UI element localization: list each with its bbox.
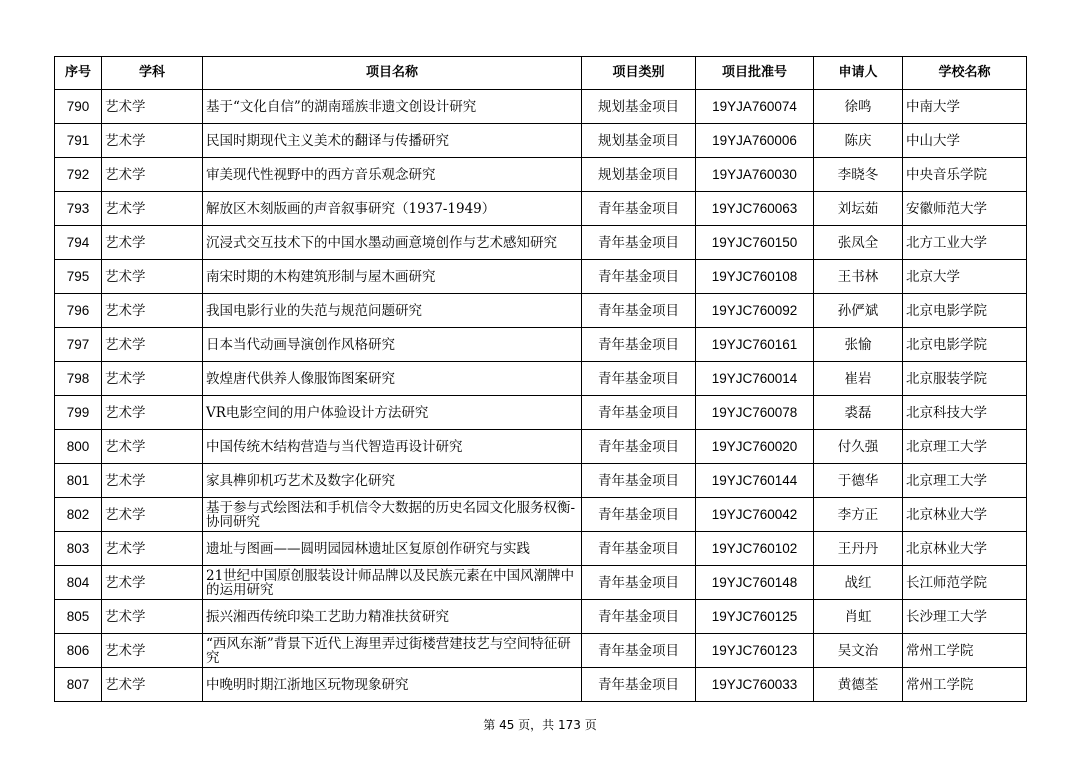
- cell-approval-number: 19YJC760150: [696, 226, 814, 260]
- cell-applicant: 裘磊: [814, 396, 903, 430]
- cell-category: 青年基金项目: [582, 260, 696, 294]
- cell-category: 规划基金项目: [582, 124, 696, 158]
- cell-school: 北京理工大学: [903, 464, 1027, 498]
- cell-approval-number: 19YJC760123: [696, 634, 814, 668]
- cell-applicant: 吴文治: [814, 634, 903, 668]
- table-row: [55, 396, 1027, 430]
- cell-subject: 艺术学: [102, 498, 203, 532]
- cell-approval-number: 19YJC760014: [696, 362, 814, 396]
- cell-category: 青年基金项目: [582, 328, 696, 362]
- cell-project-title: 沉浸式交互技术下的中国水墨动画意境创作与艺术感知研究: [203, 226, 582, 260]
- cell-category: 青年基金项目: [582, 226, 696, 260]
- cell-school: 中南大学: [903, 90, 1027, 124]
- cell-applicant: 陈庆: [814, 124, 903, 158]
- cell-school: 北京理工大学: [903, 430, 1027, 464]
- cell-project-title: 审美现代性视野中的西方音乐观念研究: [203, 158, 582, 192]
- page-footer: 第 45 页，共 173 页: [483, 718, 597, 732]
- table-row: [55, 600, 1027, 634]
- cell-school: 北京大学: [903, 260, 1027, 294]
- cell-applicant: 王丹丹: [814, 532, 903, 566]
- cell-approval-number: 19YJC760161: [696, 328, 814, 362]
- cell-approval-number: 19YJA760030: [696, 158, 814, 192]
- cell-school: 北京服装学院: [903, 362, 1027, 396]
- header-project-title: 项目名称: [203, 57, 582, 90]
- cell-category: 规划基金项目: [582, 90, 696, 124]
- cell-school: 中山大学: [903, 124, 1027, 158]
- table-row: [55, 362, 1027, 396]
- table-row: [55, 260, 1027, 294]
- cell-school: 常州工学院: [903, 634, 1027, 668]
- cell-applicant: 于德华: [814, 464, 903, 498]
- cell-school: 长沙理工大学: [903, 600, 1027, 634]
- cell-serial: 802: [55, 498, 102, 532]
- cell-applicant: 肖虹: [814, 600, 903, 634]
- cell-school: 北方工业大学: [903, 226, 1027, 260]
- cell-subject: 艺术学: [102, 158, 203, 192]
- cell-serial: 806: [55, 634, 102, 668]
- project-table: [54, 56, 1027, 702]
- cell-category: 青年基金项目: [582, 464, 696, 498]
- cell-applicant: 黄德荃: [814, 668, 903, 702]
- cell-project-title: “西风东渐”背景下近代上海里弄过街楼营建技艺与空间特征研究: [203, 634, 582, 668]
- cell-serial: 795: [55, 260, 102, 294]
- cell-serial: 794: [55, 226, 102, 260]
- cell-approval-number: 19YJC760148: [696, 566, 814, 600]
- cell-school: 常州工学院: [903, 668, 1027, 702]
- table-row: [55, 464, 1027, 498]
- cell-school: 中央音乐学院: [903, 158, 1027, 192]
- cell-serial: 797: [55, 328, 102, 362]
- cell-project-title: 敦煌唐代供养人像服饰图案研究: [203, 362, 582, 396]
- cell-approval-number: 19YJC760033: [696, 668, 814, 702]
- cell-applicant: 崔岩: [814, 362, 903, 396]
- cell-subject: 艺术学: [102, 464, 203, 498]
- table-row: [55, 192, 1027, 226]
- cell-subject: 艺术学: [102, 566, 203, 600]
- cell-applicant: 李方正: [814, 498, 903, 532]
- cell-approval-number: 19YJC760063: [696, 192, 814, 226]
- cell-serial: 803: [55, 532, 102, 566]
- cell-subject: 艺术学: [102, 260, 203, 294]
- cell-applicant: 战红: [814, 566, 903, 600]
- cell-category: 青年基金项目: [582, 498, 696, 532]
- cell-serial: 801: [55, 464, 102, 498]
- cell-subject: 艺术学: [102, 600, 203, 634]
- cell-project-title: 基于“文化自信”的湖南瑶族非遗文创设计研究: [203, 90, 582, 124]
- cell-school: 北京林业大学: [903, 498, 1027, 532]
- header-approval-number: 项目批准号: [696, 57, 814, 90]
- cell-project-title: 21世纪中国原创服装设计师品牌以及民族元素在中国风潮牌中的运用研究: [203, 566, 582, 600]
- table-row: [55, 158, 1027, 192]
- cell-serial: 798: [55, 362, 102, 396]
- cell-project-title: 我国电影行业的失范与规范问题研究: [203, 294, 582, 328]
- header-category: 项目类别: [582, 57, 696, 90]
- cell-project-title: 民国时期现代主义美术的翻译与传播研究: [203, 124, 582, 158]
- cell-serial: 791: [55, 124, 102, 158]
- cell-applicant: 张凤全: [814, 226, 903, 260]
- header-school: 学校名称: [903, 57, 1027, 90]
- cell-project-title: VR电影空间的用户体验设计方法研究: [203, 396, 582, 430]
- cell-school: 安徽师范大学: [903, 192, 1027, 226]
- cell-school: 北京林业大学: [903, 532, 1027, 566]
- cell-approval-number: 19YJA760006: [696, 124, 814, 158]
- cell-school: 北京科技大学: [903, 396, 1027, 430]
- cell-subject: 艺术学: [102, 362, 203, 396]
- header-serial: 序号: [55, 57, 102, 90]
- cell-subject: 艺术学: [102, 294, 203, 328]
- cell-category: 青年基金项目: [582, 362, 696, 396]
- cell-project-title: 南宋时期的木构建筑形制与屋木画研究: [203, 260, 582, 294]
- cell-serial: 799: [55, 396, 102, 430]
- table-row: [55, 532, 1027, 566]
- table-row: [55, 90, 1027, 124]
- cell-category: 青年基金项目: [582, 566, 696, 600]
- cell-applicant: 徐鸣: [814, 90, 903, 124]
- cell-applicant: 李晓冬: [814, 158, 903, 192]
- cell-approval-number: 19YJC760042: [696, 498, 814, 532]
- cell-approval-number: 19YJC760125: [696, 600, 814, 634]
- cell-school: 北京电影学院: [903, 328, 1027, 362]
- cell-category: 青年基金项目: [582, 532, 696, 566]
- table-row: [55, 124, 1027, 158]
- header-subject: 学科: [102, 57, 203, 90]
- table-row: [55, 328, 1027, 362]
- cell-subject: 艺术学: [102, 328, 203, 362]
- cell-subject: 艺术学: [102, 634, 203, 668]
- cell-category: 青年基金项目: [582, 192, 696, 226]
- cell-category: 青年基金项目: [582, 600, 696, 634]
- cell-project-title: 基于参与式绘图法和手机信令大数据的历史名园文化服务权衡-协同研究: [203, 498, 582, 532]
- cell-project-title: 家具榫卯机巧艺术及数字化研究: [203, 464, 582, 498]
- table-row: [55, 498, 1027, 532]
- cell-project-title: 遗址与图画——圆明园园林遗址区复原创作研究与实践: [203, 532, 582, 566]
- cell-category: 青年基金项目: [582, 668, 696, 702]
- cell-applicant: 王书林: [814, 260, 903, 294]
- table-row: [55, 430, 1027, 464]
- cell-subject: 艺术学: [102, 532, 203, 566]
- cell-project-title: 中国传统木结构营造与当代智造再设计研究: [203, 430, 582, 464]
- cell-subject: 艺术学: [102, 124, 203, 158]
- cell-subject: 艺术学: [102, 226, 203, 260]
- table-row: [55, 294, 1027, 328]
- cell-project-title: 振兴湘西传统印染工艺助力精准扶贫研究: [203, 600, 582, 634]
- cell-applicant: 刘坛茹: [814, 192, 903, 226]
- table-row: [55, 668, 1027, 702]
- cell-applicant: 孙俨斌: [814, 294, 903, 328]
- table-header-row: [55, 57, 1027, 90]
- cell-category: 青年基金项目: [582, 634, 696, 668]
- table-row: [55, 226, 1027, 260]
- cell-serial: 800: [55, 430, 102, 464]
- cell-project-title: 日本当代动画导演创作风格研究: [203, 328, 582, 362]
- cell-subject: 艺术学: [102, 192, 203, 226]
- cell-project-title: 解放区木刻版画的声音叙事研究（1937-1949）: [203, 192, 582, 226]
- cell-approval-number: 19YJC760108: [696, 260, 814, 294]
- cell-approval-number: 19YJC760102: [696, 532, 814, 566]
- cell-applicant: 付久强: [814, 430, 903, 464]
- cell-school: 长江师范学院: [903, 566, 1027, 600]
- header-applicant: 申请人: [814, 57, 903, 90]
- cell-subject: 艺术学: [102, 90, 203, 124]
- table-body: [55, 90, 1027, 702]
- cell-applicant: 张愉: [814, 328, 903, 362]
- cell-serial: 790: [55, 90, 102, 124]
- cell-serial: 807: [55, 668, 102, 702]
- cell-approval-number: 19YJC760092: [696, 294, 814, 328]
- cell-category: 规划基金项目: [582, 158, 696, 192]
- cell-subject: 艺术学: [102, 396, 203, 430]
- cell-school: 北京电影学院: [903, 294, 1027, 328]
- cell-approval-number: 19YJC760078: [696, 396, 814, 430]
- cell-project-title: 中晚明时期江浙地区玩物现象研究: [203, 668, 582, 702]
- cell-approval-number: 19YJC760020: [696, 430, 814, 464]
- cell-approval-number: 19YJA760074: [696, 90, 814, 124]
- table-row: [55, 634, 1027, 668]
- cell-serial: 805: [55, 600, 102, 634]
- cell-category: 青年基金项目: [582, 396, 696, 430]
- cell-serial: 796: [55, 294, 102, 328]
- table-row: [55, 566, 1027, 600]
- cell-subject: 艺术学: [102, 430, 203, 464]
- cell-category: 青年基金项目: [582, 294, 696, 328]
- cell-category: 青年基金项目: [582, 430, 696, 464]
- cell-serial: 792: [55, 158, 102, 192]
- cell-serial: 804: [55, 566, 102, 600]
- cell-subject: 艺术学: [102, 668, 203, 702]
- cell-serial: 793: [55, 192, 102, 226]
- cell-approval-number: 19YJC760144: [696, 464, 814, 498]
